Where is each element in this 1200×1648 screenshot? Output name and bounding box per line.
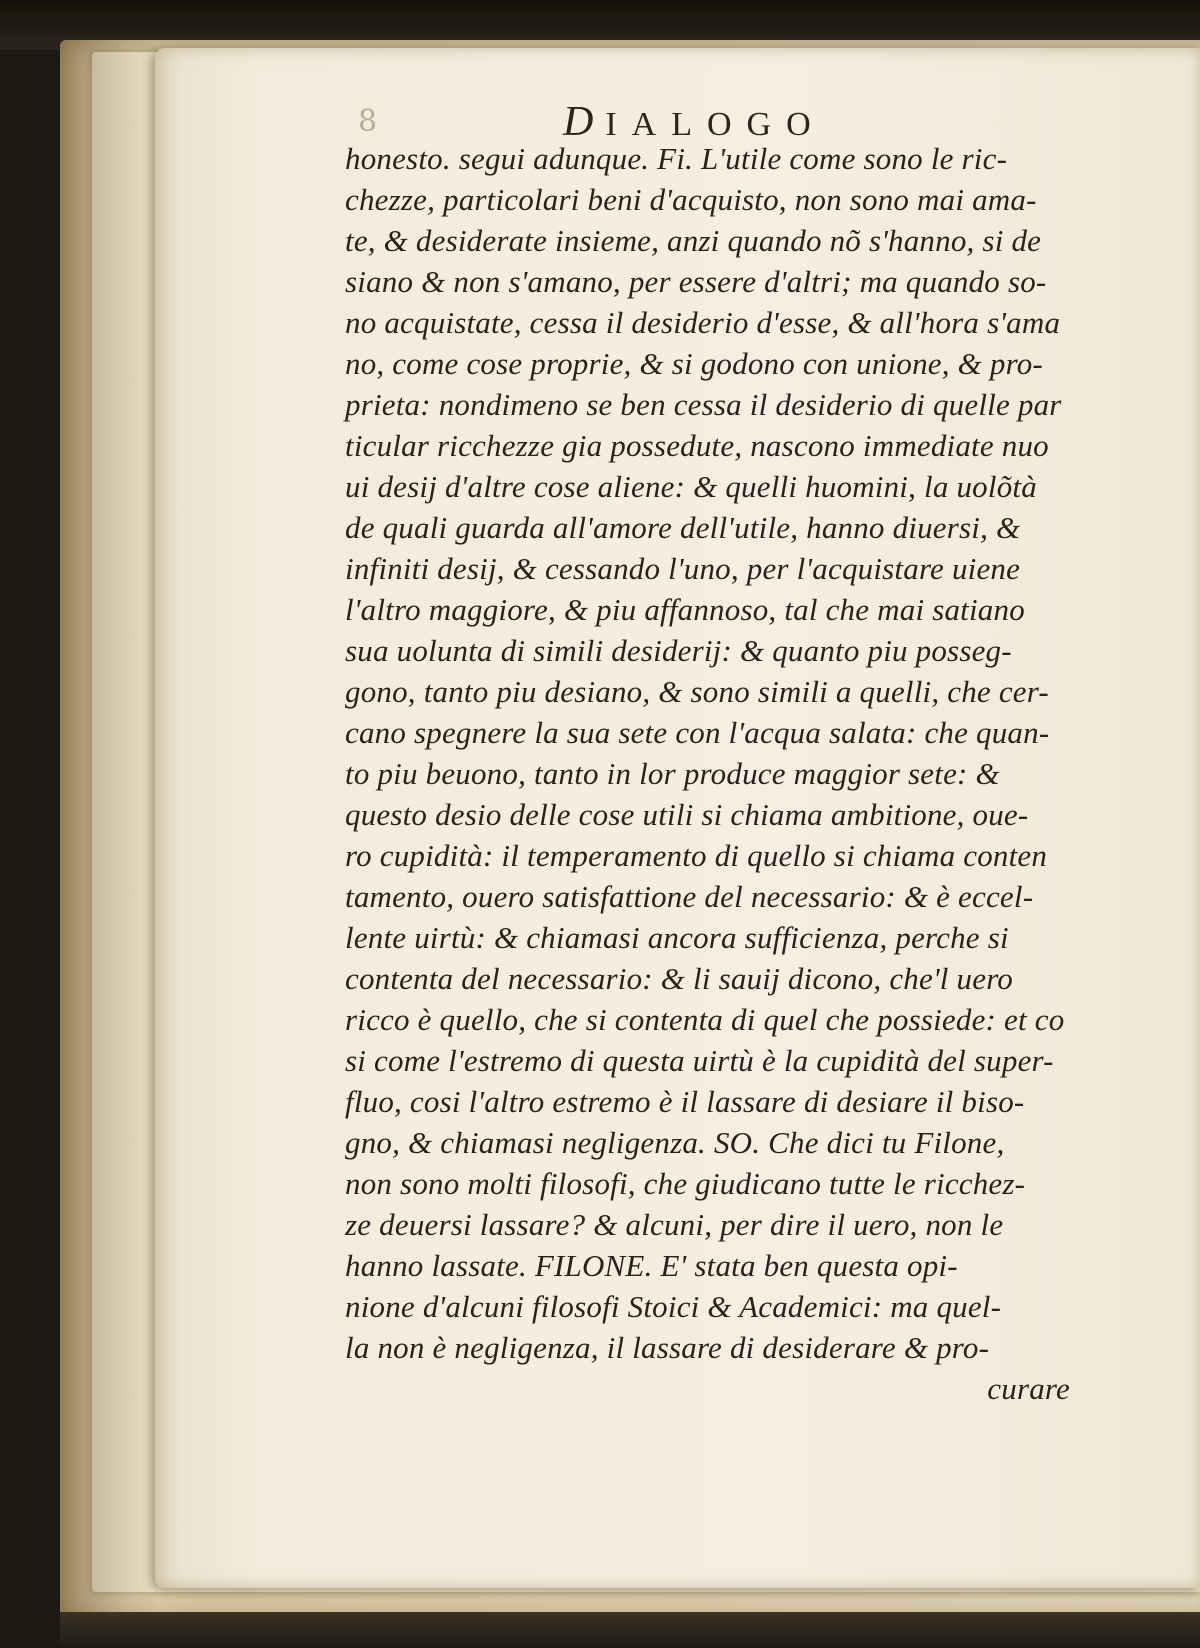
text-line: cano spegnere la sua sete con l'acqua salata: che quan- — [345, 715, 1050, 750]
text-line: no, come cose proprie, & si godono con unione, & pro- — [345, 346, 1043, 381]
text-line: ze deuersi lassare? & alcuni, per dire il uero, non le — [345, 1207, 1004, 1242]
text-line: sua uolunta di simili desiderij: & quanto piu posseg- — [345, 633, 1012, 668]
text-line: gno, & chiamasi negligenza. SO. Che dici tu Filone, — [345, 1125, 1005, 1160]
text-line: questo desio delle cose utili si chiama ambitione, oue- — [345, 797, 1029, 832]
text-line: nione d'alcuni filosofi Stoici & Academici: ma quel- — [345, 1289, 1002, 1324]
bottom-shadow-edge — [60, 1612, 1200, 1648]
text-line: de quali guarda all'amore dell'utile, hanno diuersi, & — [345, 510, 1021, 545]
text-line: non sono molti filosofi, che giudicano tutte le ricchez- — [345, 1166, 1026, 1201]
text-line: la non è negligenza, il lassare di desiderare & pro- — [345, 1330, 990, 1365]
text-line: honesto. segui adunque. Fi. L'utile come sono le ric- — [345, 141, 1008, 176]
text-line: contenta del necessario: & li sauij dicono, che'l uero — [345, 961, 1014, 996]
text-line: tamento, ouero satisfattione del necessario: & è eccel- — [345, 879, 1034, 914]
running-head-initial: D — [563, 99, 606, 145]
text-line: to piu beuono, tanto in lor produce maggior sete: & — [345, 756, 1000, 791]
text-line: ticular ricchezze gia possedute, nascono immediate nuo — [345, 428, 1049, 463]
text-line: siano & non s'amano, per essere d'altri; ma quando so- — [345, 264, 1047, 299]
text-line: te, & desiderate insieme, anzi quando nõ s'hanno, si de — [345, 223, 1042, 258]
text-line: chezze, particolari beni d'acquisto, non sono mai ama- — [345, 182, 1037, 217]
text-line: l'altro maggiore, & piu affannoso, tal che mai satiano — [345, 592, 1025, 627]
text-line: gono, tanto piu desiano, & sono simili a quelli, che cer- — [345, 674, 1049, 709]
text-line: hanno lassate. FILONE. E' stata ben questa opi- — [345, 1248, 958, 1283]
text-line: ricco è quello, che si contenta di quel che possiede: et co — [345, 1002, 1065, 1037]
running-head-rest: IALOGO — [605, 106, 826, 143]
body-text — [345, 138, 1080, 1409]
spine-shadow — [60, 40, 160, 1620]
text-line: lente uirtù: & chiamasi ancora sufficienza, perche si — [345, 920, 1009, 955]
text-line: ro cupidità: il temperamento di quello si chiama conten — [345, 838, 1048, 873]
folio-number: 8 — [358, 104, 378, 139]
text-line: infiniti desij, & cessando l'uno, per l'acquistare uiene — [345, 551, 1021, 586]
text-line: ui desij d'altre cose aliene: & quelli huomini, la uolõtà — [345, 469, 1037, 504]
text-line: prieta: nondimeno se ben cessa il desiderio di quelle par — [345, 387, 1062, 422]
text-line: fluo, cosi l'altro estremo è il lassare di desiare il biso- — [345, 1084, 1025, 1119]
catchword: curare — [987, 1371, 1070, 1406]
text-line: no acquistate, cessa il desiderio d'esse, & all'hora s'ama — [345, 305, 1061, 340]
text-line: si come l'estremo di questa uirtù è la cupidità del super- — [345, 1043, 1054, 1078]
